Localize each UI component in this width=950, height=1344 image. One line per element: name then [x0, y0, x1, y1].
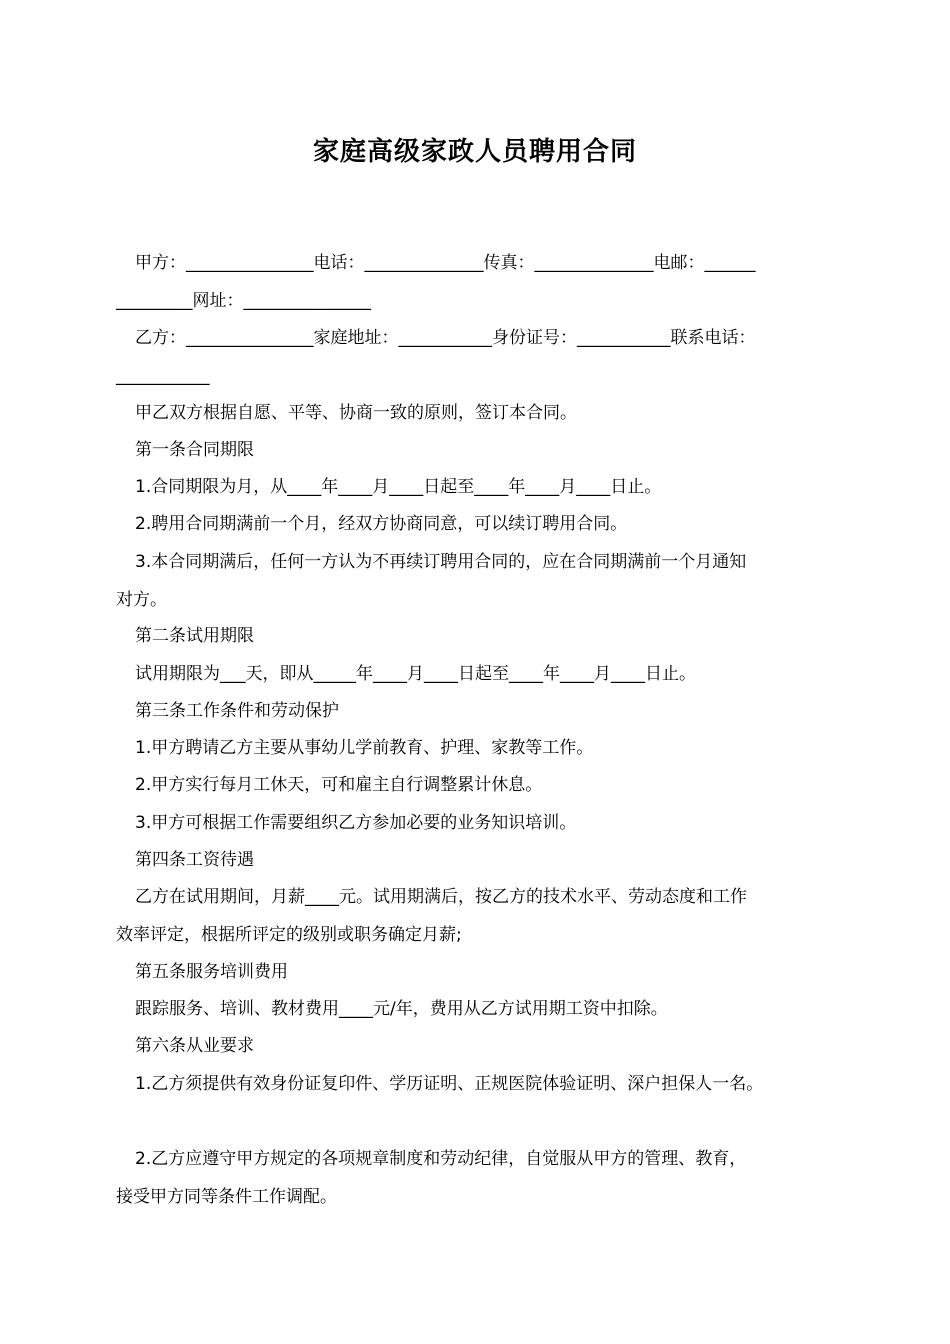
article-3-clause-3: 3.甲方可根据工作需要组织乙方参加必要的业务知识培训。 [135, 813, 577, 833]
article-6-heading: 第六条从业要求 [135, 1036, 254, 1056]
article-6-clause-1: 1.乙方须提供有效身份证复印件、学历证明、正规医院体验证明、深户担保人一名。 [135, 1074, 764, 1094]
preamble-paragraph: 甲乙双方根据自愿、平等、协商一致的原则，签订本合同。 [135, 403, 577, 423]
party-b-line: 乙方：_______________家庭地址：___________身份证号：___________联系电话： [135, 328, 756, 348]
party-a-line: 甲方：_______________电话：______________传真：______________电邮：______ [135, 253, 756, 273]
article-1-clause-3-cont: 对方。 [116, 590, 167, 610]
article-4-heading: 第四条工资待遇 [135, 850, 254, 870]
article-6-clause-2-cont: 接受甲方同等条件工作调配。 [116, 1187, 337, 1207]
article-2-heading: 第二条试用期限 [135, 626, 254, 646]
article-3-clause-1: 1.甲方聘请乙方主要从事幼儿学前教育、护理、家教等工作。 [135, 738, 594, 758]
article-2-paragraph: 试用期限为___天，即从_____年____月____日起至____年____月____日止。 [135, 664, 696, 684]
article-1-clause-1: 1.合同期限为月，从____年____月____日起至____年____月____日止。 [135, 477, 662, 497]
article-3-clause-2: 2.甲方实行每月工休天，可和雇主自行调整累计休息。 [135, 775, 543, 795]
article-4-paragraph: 乙方在试用期间，月薪____元。试用期满后，按乙方的技术水平、劳动态度和工作 [135, 887, 747, 907]
article-5-paragraph: 跟踪服务、培训、教材费用____元/年，费用从乙方试用期工资中扣除。 [135, 999, 668, 1019]
party-b-line-cont: ___________ [116, 366, 210, 386]
article-1-heading: 第一条合同期限 [135, 440, 254, 460]
party-a-line-cont: _________网址：_______________ [116, 291, 371, 311]
article-5-heading: 第五条服务培训费用 [135, 962, 288, 982]
article-6-clause-2: 2.乙方应遵守甲方规定的各项规章制度和劳动纪律，自觉服从甲方的管理、教育， [135, 1149, 747, 1169]
article-1-clause-2: 2.聘用合同期满前一个月，经双方协商同意，可以续订聘用合同。 [135, 514, 628, 534]
article-1-clause-3: 3.本合同期满后，任何一方认为不再续订聘用合同的，应在合同期满前一个月通知 [135, 552, 747, 572]
article-3-heading: 第三条工作条件和劳动保护 [135, 701, 339, 721]
article-4-paragraph-cont: 效率评定，根据所评定的级别或职务确定月薪; [116, 925, 462, 945]
document-title: 家庭高级家政人员聘用合同 [312, 137, 637, 167]
